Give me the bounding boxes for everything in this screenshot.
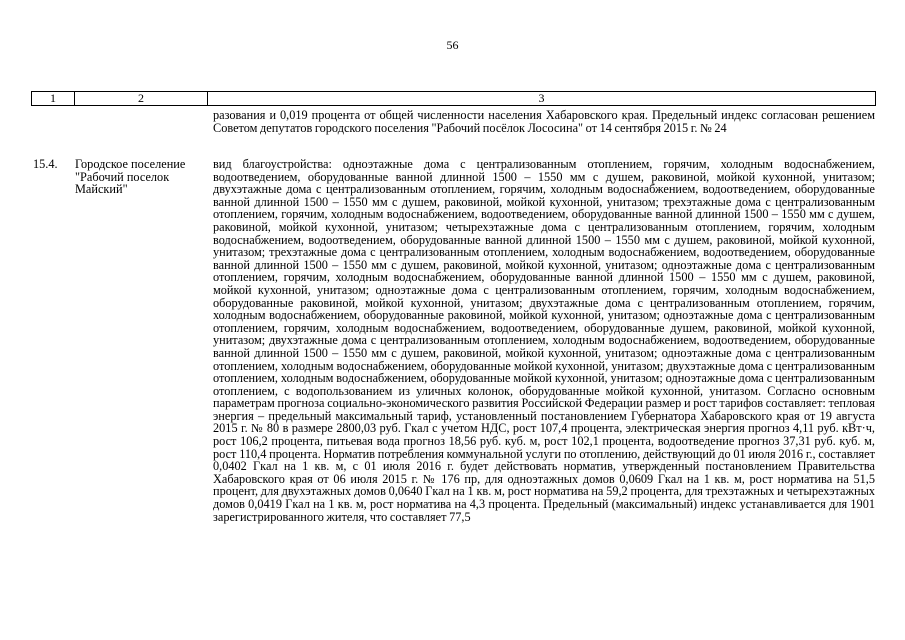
- row-description-text: вид благоустройства: одноэтажные дома с централизованным отоплением, горячим, холодным водоснабжением, водоотведением, оборудованные ванной длинной 1500 – 1550 мм с душем, раковиной, мойкой кухонной, унитазом; двухэтажные дома с централизованным отоплением, горячим, холодным водоснабжением, водоотведением, оборудованные ванной длинной 1500 – 1550 мм с душем, раковиной, мойкой кухонной, унитазом; трехэтажные дома с централизованным отоплением, горячим, холодным водоснабжением, водоотведением, оборудованные ванной длинной 1500 – 1550 мм с душем, раковиной, мойкой кухонной, унитазом; четырехэтажные дома с централизованным отоплением, горячим, холодным водоснабжением, водоотведением, оборудованные ванной длинной 1500 – 1550 мм с душем, раковиной, мойкой кухонной, унитазом; трехэтажные дома с централизованным отоплением, холодным водоснабжением, водоотведением, оборудованные ванной длинной 1500 – 1550 мм с душем, раковиной, мойкой кухонной, унитазом; одноэтажные дома с централизованным отоплением, горячим, холодным водоснабжением, оборудованные ванной длинной 1500 – 1550 мм с душем, раковиной, мойкой кухонной, унитазом; одноэтажные дома с централизованным отоплением, горячим, холодным водоснабжением, оборудованные раковиной, мойкой кухонной, унитазом; двухэтажные дома с централизованным отоплением, горячим, холодным водоснабжением, оборудованные раковиной, мойкой кухонной, унитазом; одноэтажные дома с централизованным отоплением, горячим, холодным водоснабжением, водоотведением, оборудованные душем, раковиной, мойкой кухонной, унитазом; двухэтажные дома с централизованным отоплением, холодным водоснабжением, водоотведением, оборудованные ванной длинной 1500 – 1550 мм с душем, раковиной, мойкой кухонной, унитазом; одноэтажные дома с централизованным отоплением, холодным водоснабжением, оборудованные мойкой кухонной, унитазом; двухэтажные дома с централизованным отоплением, холодным водоснабжением, оборудованные мойкой кухонной, унитазом; одноэтажные дома с централизованным отоплением, с водопользованием из уличных колонок, оборудованные мойкой кухонной, унитазом. Согласно основным параметрам прогноза социально-экономического развития Российской Федерации размер и рост тарифов составляет: тепловая энергия – предельный максимальный тариф, установленный постановлением Губернатора Хабаровского края от 19 августа 2015 г. № 80 в размере 2800,03 руб. Гкал с учетом НДС, рост 107,4 процента, электрическая энергия прогноз 4,11 руб. кВт·ч, рост 106,2 процента, питьевая вода прогноз 18,56 руб. куб. м, рост 102,1 процента, водоотведение прогноз 37,31 руб. куб. м, рост 110,4 процента. Норматив потребления коммунальной услуги по отоплению, действующий до 01 июля 2016 г., составляет 0,0402 Гкал на 1 кв. м, с 01 июля 2016 г. будет действовать норматив, утвержденный постановлением Правительства Хабаровского края от 06 июля 2015 г. № 176 пр, для одноэтажных домов 0,0609 Гкал на 1 кв. м, рост норматива на 51,5 процент, для двухэтажных домов 0,0640 Гкал на 1 кв. м, рост норматива на 59,2 процента, для трехэтажных и четырехэтажных домов 0,0419 Гкал на 1 кв. м, рост норматива на 4,3 процента. Предельный (максимальный) индекс устанавливается для 1901 зарегистрированного жителя, что составляет 77,5: [213, 158, 875, 524]
- table-header-col-1: 1: [32, 92, 75, 105]
- table-header: [31, 91, 876, 106]
- page-number: 56: [446, 38, 459, 52]
- row-number: 15.4.: [33, 157, 58, 171]
- table-header-col-2: 2: [75, 92, 208, 105]
- continuation-text: разования и 0,019 процента от общей численности населения Хабаровского края. Предельный индекс согласован решением Советом депутатов городского поселения "Рабочий посёлок Лососина" от 14 сентября 2015 г. № 24: [213, 108, 875, 135]
- table-header-col-3: 3: [538, 91, 545, 105]
- row-settlement-name: Городское поселение "Рабочий поселок Майский": [75, 157, 186, 197]
